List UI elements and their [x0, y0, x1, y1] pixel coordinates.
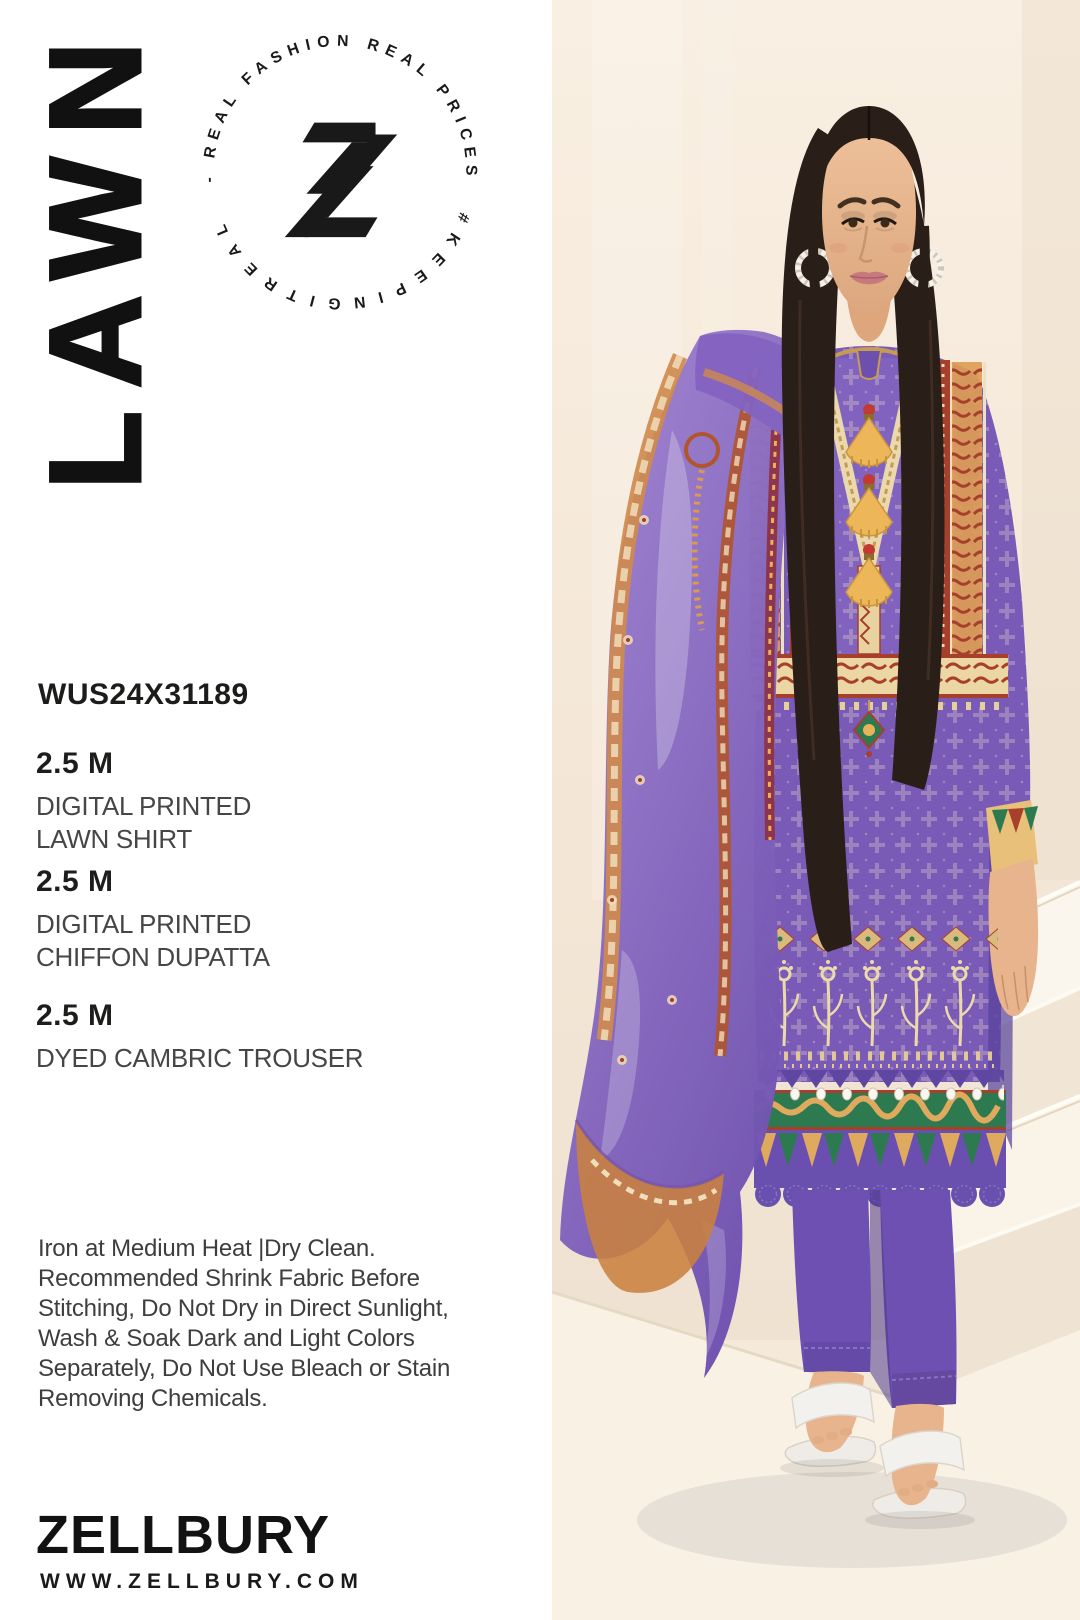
- zellbury-monogram-icon: [285, 123, 397, 237]
- fabric-desc-line: LAWN SHIRT: [36, 824, 192, 854]
- model-illustration: [552, 0, 1080, 1620]
- fabric-item-trouser: [36, 998, 363, 1075]
- emblem-ring-text-top: - REAL FASHION REAL PRICES: [200, 32, 480, 183]
- hem-triangle-band: [754, 1130, 1006, 1172]
- emblem-ring-text-bottom: #KEEPINGITREAL: [207, 210, 473, 313]
- neck-notch: [857, 350, 881, 379]
- care-line: Separately, Do Not Use Bleach or Stain: [38, 1355, 451, 1382]
- product-code: WUS24X31189: [38, 678, 249, 711]
- floor-shadow: [637, 1472, 1067, 1568]
- care-line: Recommended Shrink Fabric Before: [38, 1265, 420, 1292]
- fabric-desc-line: CHIFFON DUPATTA: [36, 942, 270, 972]
- fabric-desc-line: DIGITAL PRINTED: [36, 909, 252, 939]
- care-line: Iron at Medium Heat |Dry Clean.: [38, 1235, 376, 1262]
- brand-website: WWW.ZELLBURY.COM: [40, 1570, 364, 1593]
- care-line: Wash & Soak Dark and Light Colors: [38, 1325, 415, 1352]
- collection-title-vertical: LAWN: [22, 19, 168, 490]
- fabric-quantity: 2.5 M: [36, 999, 114, 1032]
- product-photo: [552, 0, 1080, 1620]
- fabric-item-shirt: [36, 746, 251, 856]
- care-instructions: [38, 1234, 450, 1414]
- care-line: Stitching, Do Not Dry in Direct Sunlight,: [38, 1295, 449, 1322]
- fabric-desc-line: DYED CAMBRIC TROUSER: [36, 1043, 364, 1073]
- care-line: Removing Chemicals.: [38, 1385, 268, 1412]
- fabric-item-dupatta: [36, 864, 270, 974]
- brand-logotype: ZELLBURY: [36, 1505, 330, 1565]
- fabric-desc-line: DIGITAL PRINTED: [36, 791, 252, 821]
- fabric-quantity: 2.5 M: [36, 865, 114, 898]
- zellbury-emblem-icon: [192, 24, 488, 320]
- fabric-quantity: 2.5 M: [36, 747, 114, 780]
